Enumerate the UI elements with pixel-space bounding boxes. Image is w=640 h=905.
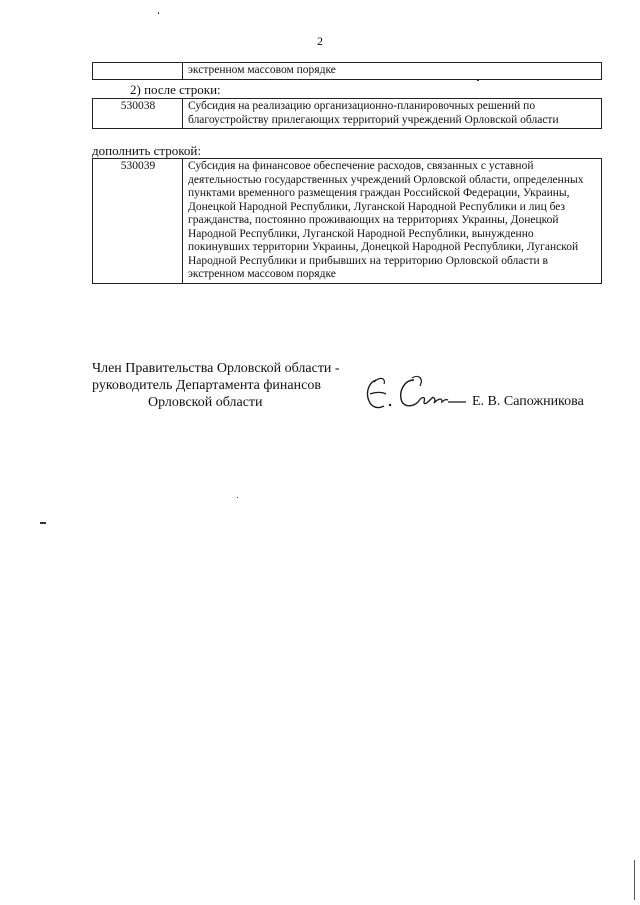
table-continuation: [92, 62, 602, 80]
table-added-row: [92, 158, 602, 284]
scan-speck: [40, 522, 46, 524]
caption-add-row: дополнить строкой:: [92, 143, 201, 158]
signatory-position: [92, 360, 340, 411]
scan-speck: [477, 80, 479, 81]
row-code: 530039: [93, 159, 183, 284]
page-number: 2: [317, 34, 323, 48]
handwritten-signature: [362, 372, 472, 416]
row-text: экстренном массовом порядке: [183, 63, 602, 80]
table-row: [93, 99, 602, 129]
position-line-1: Член Правительства Орловской области -: [92, 361, 340, 376]
signer-name: Е. В. Сапожникова: [472, 394, 584, 409]
table-row: [93, 63, 602, 80]
row-code: 530038: [93, 99, 183, 129]
scan-speck: [237, 497, 238, 498]
table-row: [93, 159, 602, 284]
scan-speck: [158, 12, 159, 14]
table-after-row: [92, 98, 602, 129]
scan-edge: [634, 860, 635, 900]
row-code: [93, 63, 183, 80]
row-text: Субсидия на реализацию организационно-планировочных решений по благоустройству прилегающих территорий учреждений Орловской области: [183, 99, 602, 129]
position-line-2: руководитель Департамента финансов: [92, 378, 321, 393]
position-line-3: Орловской области: [148, 395, 263, 410]
row-text: Субсидия на финансовое обеспечение расходов, связанных с уставной деятельностью государственных учреждений Орловской области, определенных пунктами временного размещения граждан Российской Федерации, Украины, Донецкой Народной Республики, Луганской Народной Республики и лиц без гражданства, постоянно проживающих на территориях Украины, Донецкой Народной Республики, Луганской Народной Республики, вынужденно покинувших территории Украины, Донецкой Народной Республики, Луганской Народной Республики и прибывших на территорию Орловской области в экстренном массовом порядке: [183, 159, 602, 284]
caption-after-row: 2) после строки:: [130, 82, 221, 97]
